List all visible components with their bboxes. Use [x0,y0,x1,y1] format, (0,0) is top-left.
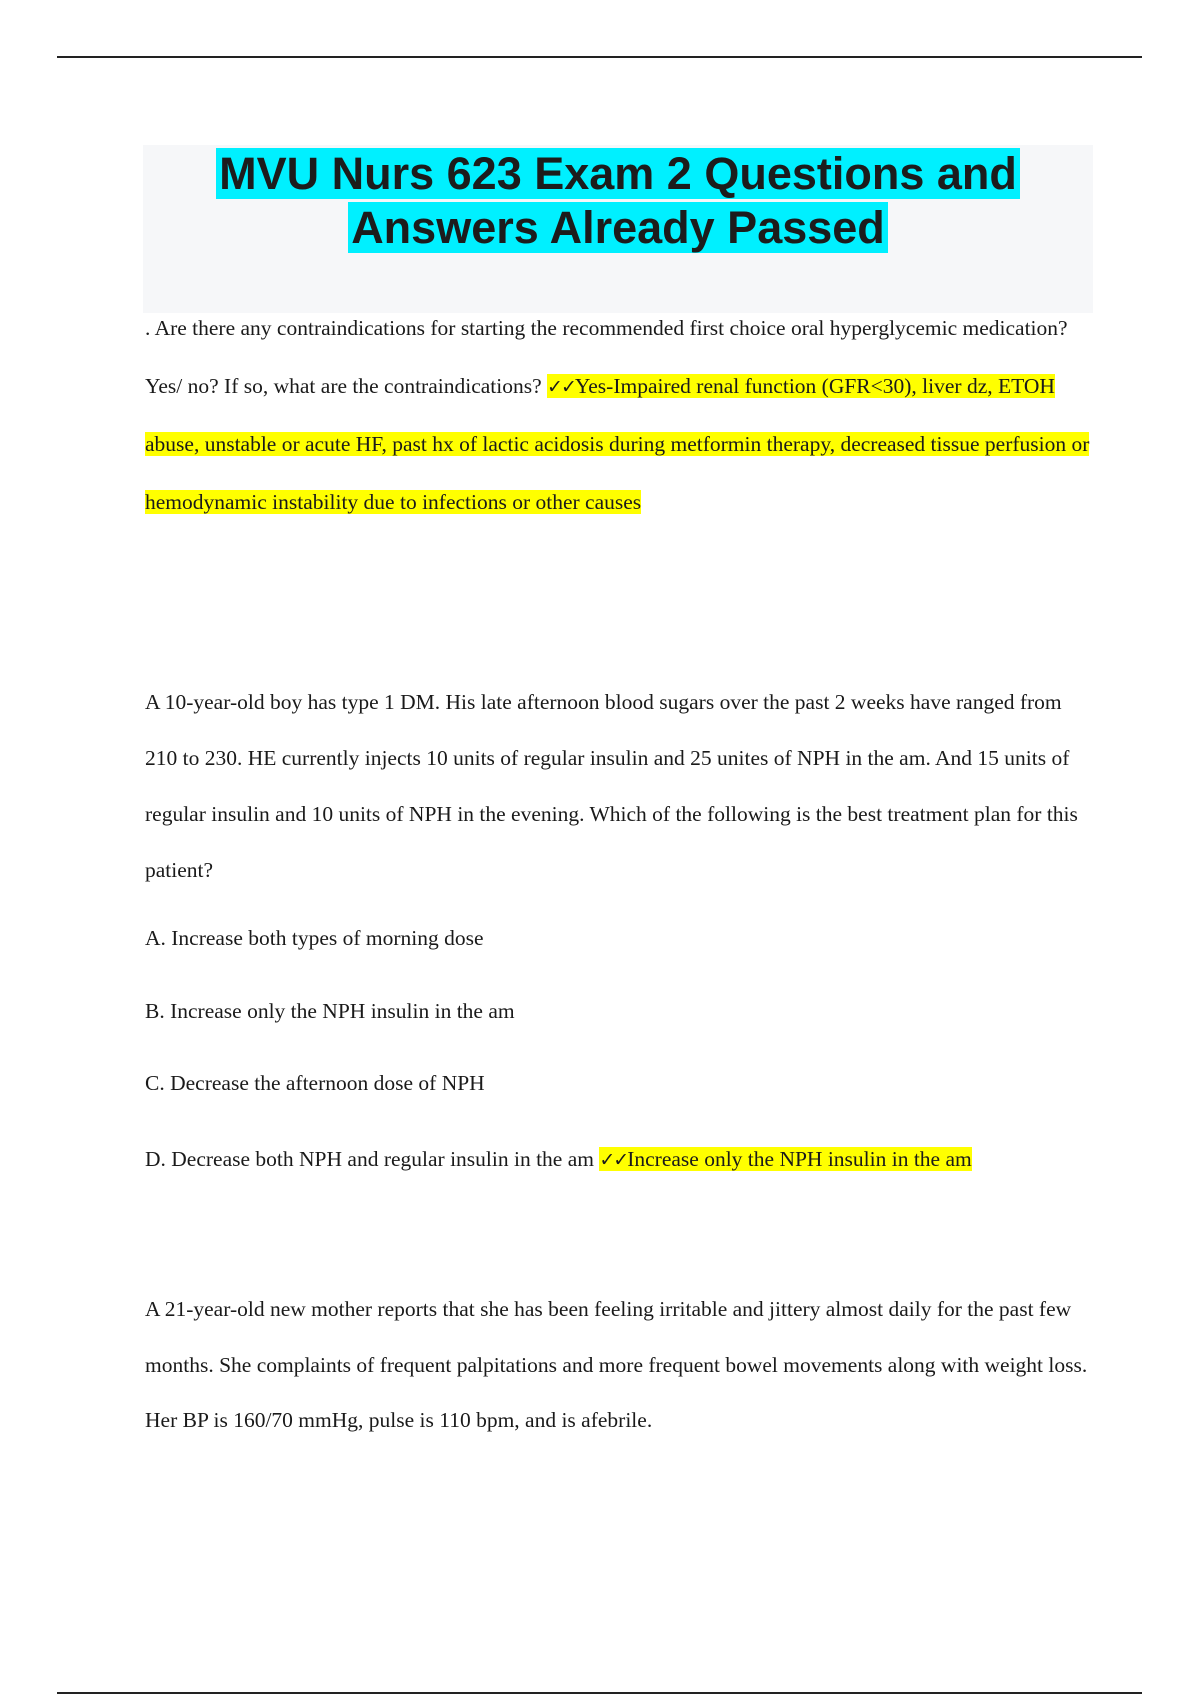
question-2-answer-highlight [599,1147,971,1171]
question-1-prompt: . Are there any contraindications for starting the recommended first choice oral hyperglycemic medication? Yes/ no? If so, what are the contraindications? [145,316,1068,398]
question-2-option-d-text: D. Decrease both NPH and regular insulin in the am [145,1147,594,1171]
question-1 [145,300,1090,531]
footer-rule [57,1692,1142,1694]
question-3 [145,1282,1090,1449]
question-2-option-c: C. Decrease the afternoon dose of NPH [145,1071,485,1095]
document-title-text: MVU Nurs 623 Exam 2 Questions and Answers Already Passed [216,148,1020,253]
question-2-prompt: A 10-year-old boy has type 1 DM. His late afternoon blood sugars over the past 2 weeks have ranged from 210 to 230. HE currently injects 10 units of regular insulin and 25 unites of NPH in the am. And 15 units of regular insulin and 10 units of NPH in the evening. Which of the following is the best treatment plan for this patient? [145,690,1078,882]
question-3-prompt: A 21-year-old new mother reports that she has been feeling irritable and jittery almost daily for the past few months. She complaints of frequent palpitations and more frequent bowel movements along with weight loss. Her BP is 160/70 mmHg, pulse is 110 bpm, and is afebrile. [145,1297,1088,1432]
question-1-answer: Yes-Impaired renal function (GFR<30), liver dz, ETOH abuse, unstable or acute HF, past hx of lactic acidosis during metformin therapy, decreased tissue perfusion or hemodynamic instability due to infections or other causes [145,373,1090,514]
title-banner [143,145,1093,313]
question-2-answer: Increase only the NPH insulin in the am [627,1147,972,1171]
double-check-icon: ✓✓ [599,1149,628,1171]
double-check-icon: ✓✓ [547,375,575,398]
question-2 [145,674,1090,898]
document-title [143,145,1093,255]
question-2-option-d [145,1144,972,1175]
header-rule [57,56,1142,58]
question-2-option-b: B. Increase only the NPH insulin in the am [145,999,515,1023]
question-2-option-a: A. Increase both types of morning dose [145,926,484,950]
